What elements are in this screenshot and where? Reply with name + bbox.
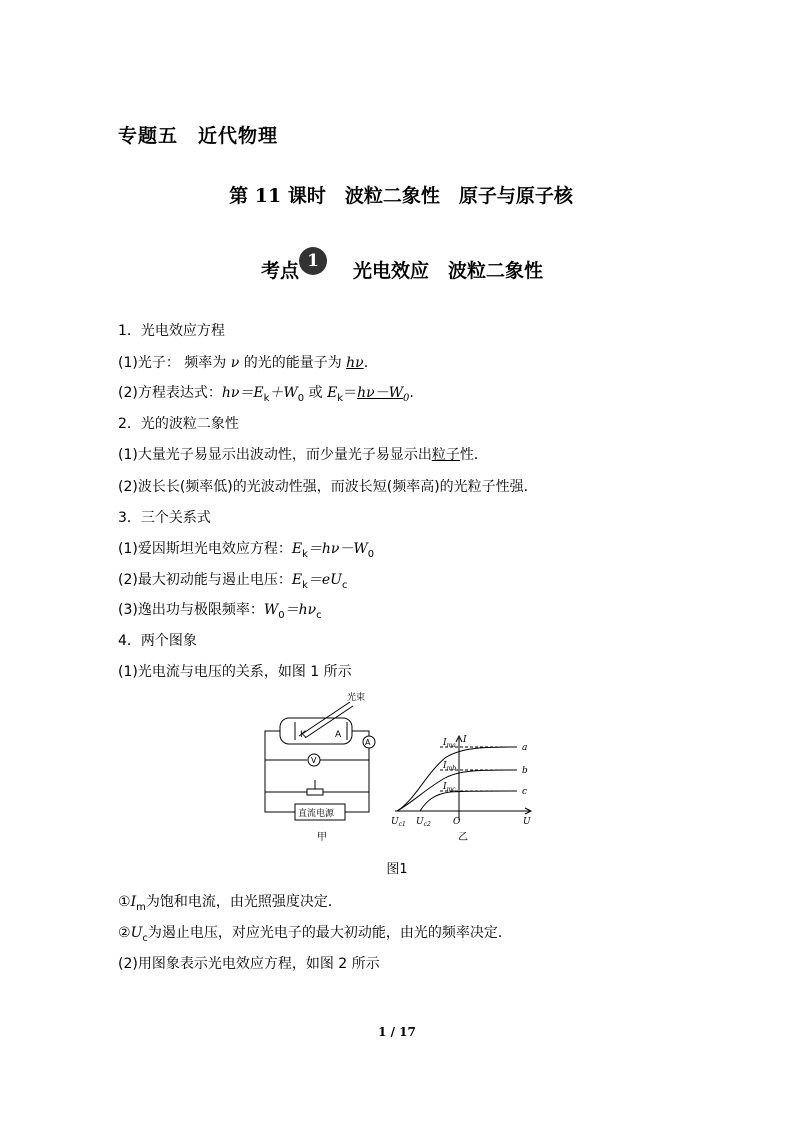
subscript: 0 (367, 548, 375, 560)
text: (1)大量光子易显示出波动性，而少量光子易显示出 (118, 447, 432, 463)
formula: hν＝E (221, 385, 264, 401)
text: 性． (459, 447, 488, 463)
imc-label (442, 782, 456, 793)
rheostat (307, 789, 323, 795)
iv-graph (395, 736, 531, 820)
uc1-label (391, 817, 406, 828)
answer-blank: hν (346, 355, 364, 371)
text: ＝ (343, 385, 358, 401)
nu-symbol: ν (230, 355, 240, 371)
wire (265, 731, 295, 792)
formula: I (130, 894, 137, 910)
ammeter-label: A (365, 738, 371, 747)
section-4-heading: 4．两个图象 (118, 633, 197, 649)
text: 或 (308, 385, 323, 401)
subscript: c1 (398, 821, 406, 828)
subscript: mc (446, 786, 456, 793)
uc2-label (416, 817, 431, 828)
subscript: k (302, 548, 308, 560)
anode-label: A (335, 730, 342, 740)
s2-line-1 (118, 444, 488, 464)
subscript: m (136, 901, 146, 913)
s3-line-3 (118, 599, 322, 621)
subscript: c (142, 932, 148, 944)
beam-label: 光束 (347, 693, 366, 703)
text: (1)爱因斯坦光电效应方程： (118, 541, 292, 557)
topic-title: 专题五 近代物理 (118, 125, 279, 147)
formula: ＝hν (284, 602, 317, 618)
text: 为饱和电流，由光照强度决定． (145, 894, 342, 910)
wire (352, 731, 369, 736)
formula: hν－W (357, 385, 404, 401)
formula: W (263, 602, 279, 618)
page-number: 1 / 17 (378, 1025, 416, 1039)
y-axis-label: I (463, 735, 467, 745)
formula: U (130, 925, 143, 941)
figure-1-caption: 图1 (386, 862, 408, 877)
u-symbol: U (391, 817, 399, 827)
subscript: 0 (297, 392, 305, 404)
cathode-label: K (300, 730, 306, 740)
section-3-heading: 3．三个关系式 (118, 510, 211, 526)
subscript: c (316, 609, 322, 621)
text: 的光的能量子为 (243, 355, 342, 371)
formula: ＝hν－W (307, 541, 368, 557)
section-2-heading: 2．光的波粒二象性 (118, 416, 239, 432)
s3-line-2 (118, 569, 347, 591)
s1-line-1 (118, 352, 368, 372)
text: (3)逸出功与极限频率： (118, 602, 264, 618)
formula: ＝eU (307, 572, 342, 588)
circuit-caption: 甲 (317, 832, 327, 843)
voltmeter-label: V (311, 756, 317, 765)
curve-a-label: a (522, 743, 528, 753)
wire (265, 792, 295, 812)
text: (1)光子： 频率为 (118, 355, 227, 371)
wire (335, 748, 369, 792)
lesson-title: 第 11 课时 波粒二象性 原子与原子核 (229, 185, 573, 207)
curve-c-label: c (522, 787, 528, 797)
formula: E (291, 572, 303, 588)
text: (2)方程表达式： (118, 385, 222, 401)
s1-line-2 (118, 382, 414, 404)
curve-a (397, 747, 517, 811)
beam-ray (299, 702, 350, 736)
i-symbol: I (443, 761, 447, 771)
wire (345, 792, 369, 812)
s4-note-2 (118, 922, 512, 944)
point-prefix: 考点 (260, 259, 299, 282)
subscript: k (302, 579, 308, 591)
curve-b-label: b (522, 766, 528, 776)
s4-line-1: (1)光电流与电压的关系，如图 1 所示 (118, 664, 352, 680)
text: . (409, 385, 414, 401)
graph-caption: 乙 (458, 832, 468, 843)
answer-blank (357, 385, 410, 404)
text: . (363, 355, 369, 371)
formula: E (327, 385, 338, 401)
i-symbol: I (443, 782, 447, 792)
beam-ray (305, 706, 353, 738)
u-symbol: U (416, 817, 424, 827)
text: ① (118, 894, 131, 910)
s3-line-1 (118, 538, 374, 560)
point-title: 光电效应 波粒二象性 (353, 259, 544, 282)
answer-blank: 粒子 (431, 447, 460, 463)
point-number-badge: 1 (299, 247, 327, 275)
origin-label: O (453, 817, 461, 827)
x-axis-label: U (523, 817, 531, 827)
formula: ＋W (269, 385, 298, 401)
i-symbol: I (443, 738, 447, 748)
subscript: ma (446, 742, 456, 749)
text: (2)最大初动能与遏止电压： (118, 572, 292, 588)
subscript: c2 (423, 821, 431, 828)
ima-label (442, 738, 456, 749)
s2-line-2: (2)波长长(频率低)的光波动性强，而波长短(频率高)的光粒子性强． (118, 479, 538, 495)
formula: E (291, 541, 303, 557)
subscript: k (263, 392, 270, 404)
s4-note-1 (118, 891, 342, 913)
curve-c (420, 791, 517, 811)
subscript: c (341, 579, 348, 591)
subscript: mb (446, 765, 457, 772)
subscript: 0 (278, 609, 285, 621)
subscript: 0 (403, 392, 410, 404)
s4-line-2: (2)用图象表示光电效应方程，如图 2 所示 (118, 956, 380, 972)
point-heading (0, 251, 794, 283)
subscript: k (337, 392, 344, 404)
text: ② (118, 925, 131, 941)
section-1-heading: 1．光电效应方程 (118, 323, 225, 339)
figure-1 (255, 690, 545, 845)
power-label: 直流电源 (298, 809, 335, 819)
circuit-diagram (265, 702, 375, 820)
text: 为遏止电压，对应光电子的最大初动能，由光的频率决定． (147, 925, 512, 941)
imb-label (442, 761, 456, 772)
